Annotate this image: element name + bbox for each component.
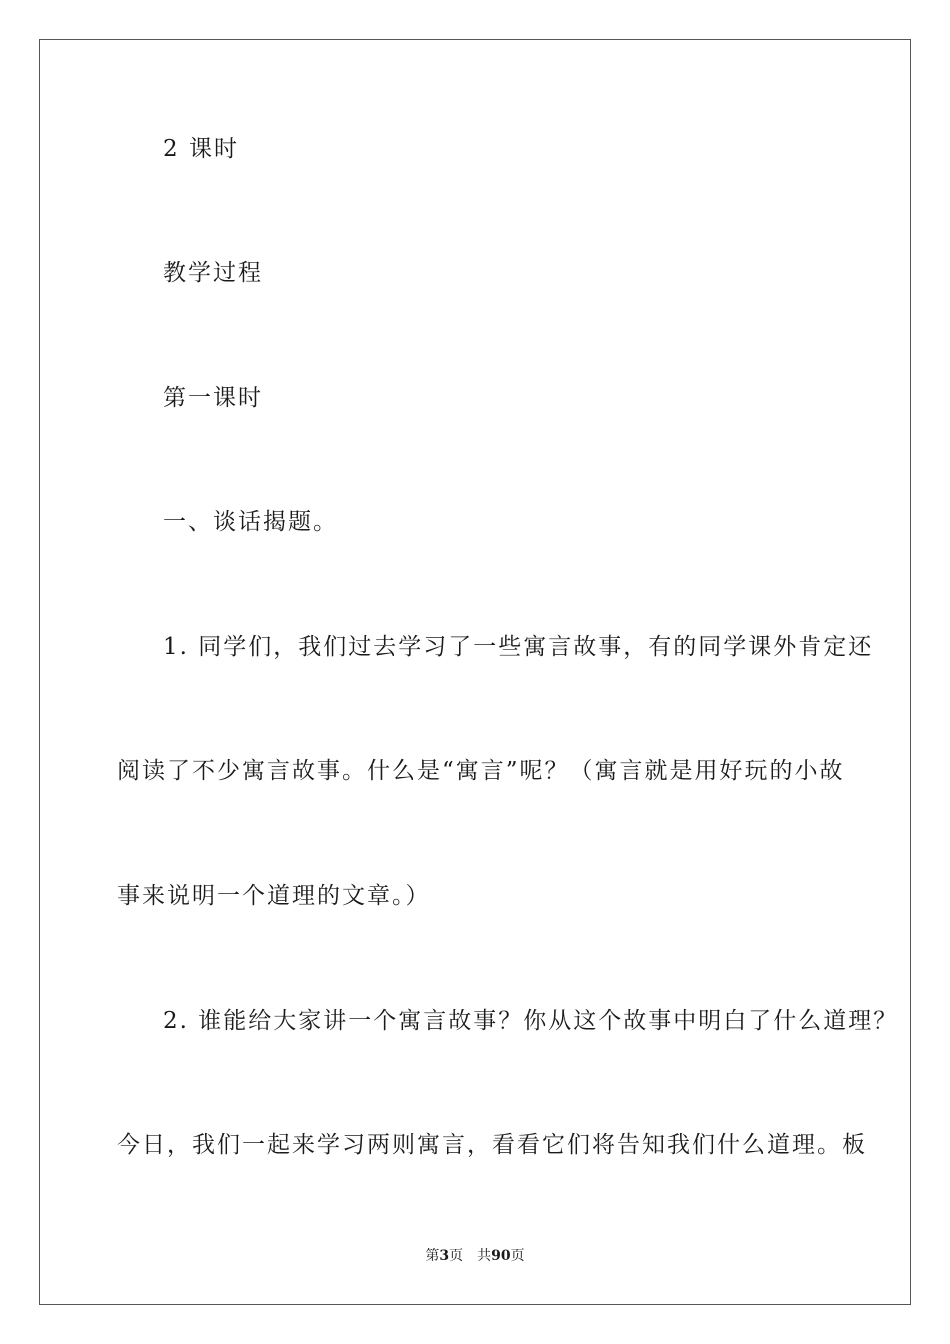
footer-current-page: 3: [439, 1248, 450, 1264]
text-line-paragraph-1a: 1. 同学们，我们过去学习了一些寓言故事，有的同学课外肯定还: [163, 634, 874, 660]
text-line-paragraph-2b: 今日，我们一起来学习两则寓言，看看它们将告知我们什么道理。板: [117, 1132, 867, 1158]
footer-suffix: 页: [510, 1248, 525, 1264]
text-line-paragraph-1c: 事来说明一个道理的文章。）: [117, 883, 431, 909]
text-line-teaching-process: 教学过程: [163, 260, 263, 286]
footer-prefix: 第: [425, 1248, 440, 1264]
text-line-paragraph-2a: 2. 谁能给大家讲一个寓言故事？你从这个故事中明白了什么道理？: [163, 1008, 899, 1034]
footer-mid: 页 共: [449, 1248, 492, 1264]
footer-total-pages: 90: [491, 1248, 511, 1264]
text-line-section-heading: 一、谈话揭题。: [163, 509, 338, 535]
text-line-lesson-hours: 2 课时: [163, 136, 239, 162]
text-line-paragraph-1b: 阅读了不少寓言故事。什么是“寓言”呢？（寓言就是用好玩的小故: [117, 758, 845, 784]
text-line-first-lesson: 第一课时: [163, 385, 263, 411]
page-frame: [39, 39, 911, 1305]
page-footer: [0, 1246, 950, 1266]
